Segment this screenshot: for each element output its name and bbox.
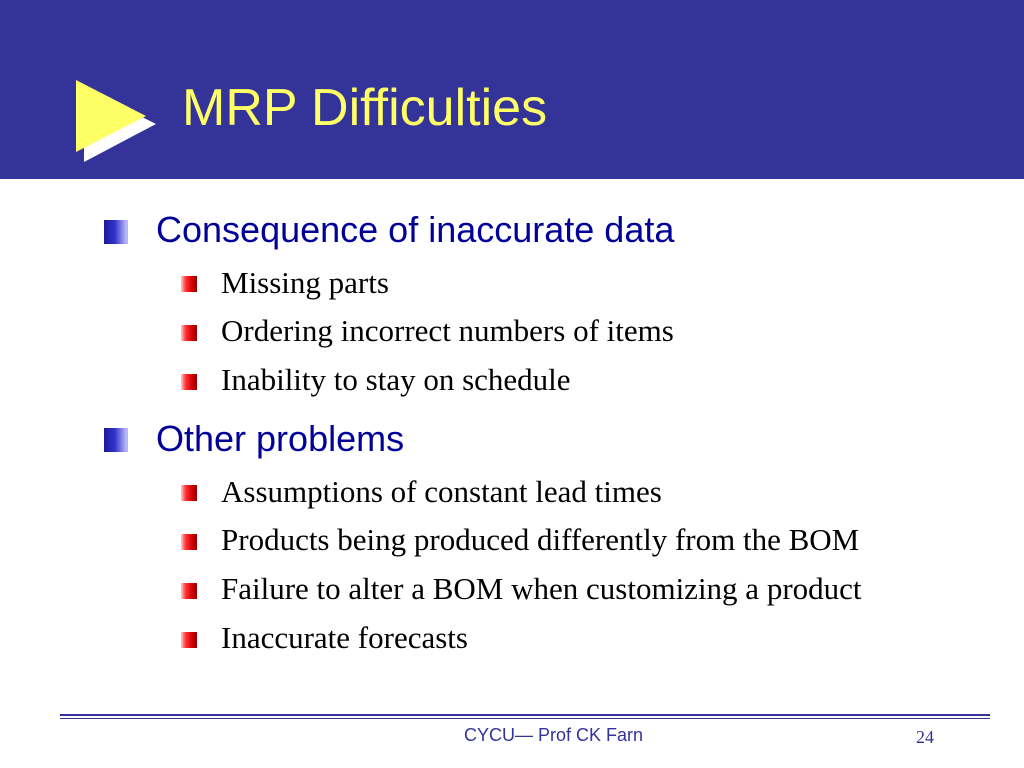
- section-heading: Consequence of inaccurate data: [156, 209, 675, 250]
- section-heading: Other problems: [156, 418, 405, 459]
- footer-text: CYCU— Prof CK Farn: [464, 725, 644, 745]
- list-item: Failure to alter a BOM when customizing a product: [221, 571, 862, 606]
- sub-bullet-square-icon: [181, 583, 197, 599]
- sub-bullet-square-icon: [181, 534, 197, 550]
- list-item: Inaccurate forecasts: [221, 620, 468, 655]
- footer-divider: [60, 714, 990, 716]
- play-arrow-icon: [76, 76, 156, 166]
- list-item: Inability to stay on schedule: [221, 362, 571, 397]
- sub-bullet-square-icon: [181, 276, 197, 292]
- bullet-square-icon: [104, 428, 128, 452]
- list-item: Assumptions of constant lead times: [221, 474, 662, 509]
- sub-bullet-square-icon: [181, 485, 197, 501]
- sub-bullet-square-icon: [181, 632, 197, 648]
- list-item: Missing parts: [221, 265, 389, 300]
- sub-bullet-square-icon: [181, 374, 197, 390]
- slide-title: MRP Difficulties: [182, 79, 548, 137]
- list-item: Products being produced differently from the BOM: [221, 522, 860, 557]
- list-item: Ordering incorrect numbers of items: [221, 313, 674, 348]
- page-number: 24: [916, 727, 934, 747]
- bullet-square-icon: [104, 220, 128, 244]
- footer-divider: [60, 718, 990, 719]
- sub-bullet-square-icon: [181, 325, 197, 341]
